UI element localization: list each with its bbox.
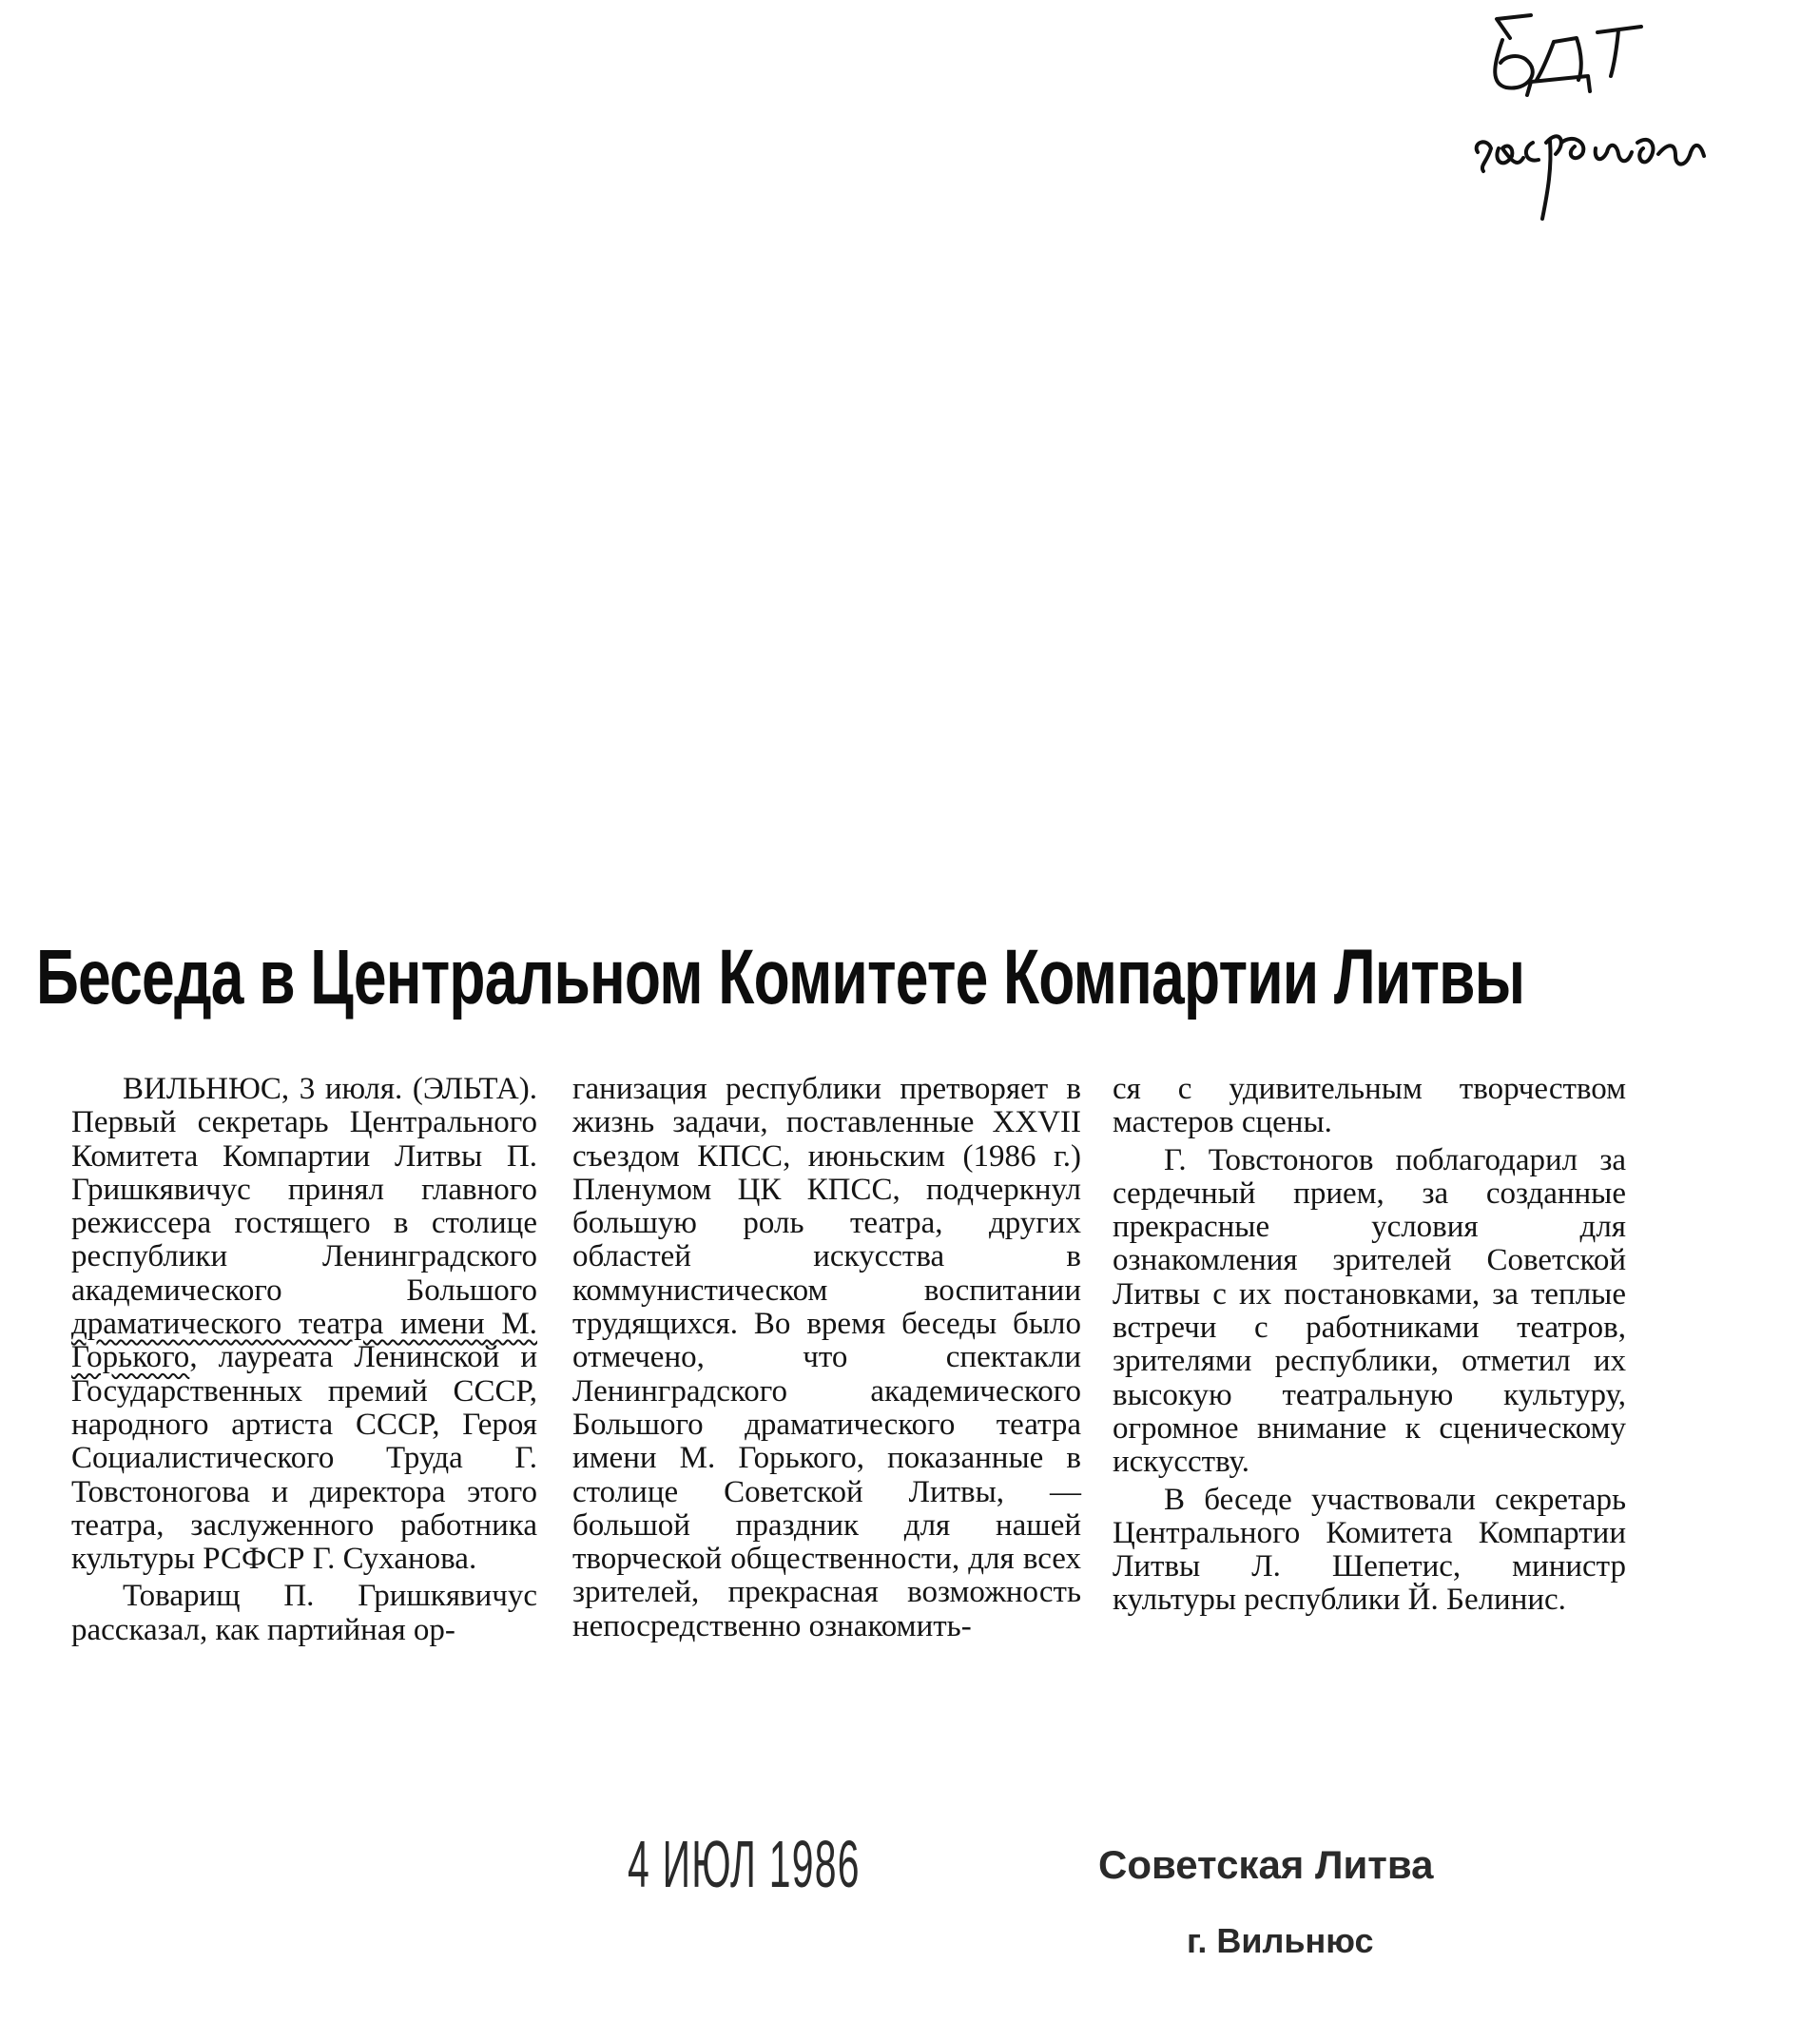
handwritten-note [1455,0,1797,247]
newspaper-city: г. Вильнюс [1187,1921,1374,1960]
article-column-2 [572,1073,1081,1643]
article-column-3 [1113,1073,1626,1618]
handwritten-note-drawing [1455,0,1797,247]
column-3-paragraph-1: ся с удивительным творчеством мастеров сцены. [1113,1072,1626,1140]
article-column-1 [71,1073,537,1647]
column-3-paragraph-2: Г. Товстоногов поблагодарил за сердечный прием, за созданные прекрасные условия для ознакомления зрителей Советской Литвы с их постановками, за теплые встречи с работниками театров, зрителями республики, отметил их высокую театральную культуру, огромное внимание к сценическому искусству. [1113,1142,1626,1480]
column-1-paragraph-1: ВИЛЬНЮС, 3 июля. (ЭЛЬТА). Первый секретарь Центрального Комитета Компартии Литвы П. Гришкявичус принял главного режиссера гостящего в столице республики Ленинградского академического Большого драматического театра имени М. Горького, лауреата Ленинской и Государственных премий СССР, народного артиста СССР, Героя Социалистического Труда Г. Товстоногова и директора этого театра, заслуженного работника культуры РСФСР Г. Суханова. [71,1072,537,1577]
date-stamp: 4 ИЮЛ 1986 [628,1827,861,1901]
column-3-paragraph-3: В беседе участвовали секретарь Центрального Комитета Компартии Литвы Л. Шепетис, министр культуры республики Й. Белинис. [1113,1482,1626,1618]
column-2-paragraph-1: ганизация республики претворяет в жизнь задачи, поставленные XXVII съездом КПСС, июньским (1986 г.) Пленумом ЦК КПСС, подчеркнул большую роль театра, других областей искусства в коммунистическом воспитании трудящихся. Во время беседы было отмечено, что спектакли Ленинградского академического Большого драматического театра имени М. Горького, показанные в столице Советской Литвы, — большой праздник для нашей творческой общественности, для всех зрителей, прекрасная возможность непосредственно ознакомить- [572,1072,1081,1643]
newspaper-name: Советская Литва [1098,1842,1434,1887]
headline: Беседа в Центральном Комитете Компартии Литвы [36,932,1525,1020]
column-1-paragraph-2: Товарищ П. Гришкявичус рассказал, как партийная ор- [71,1579,537,1647]
